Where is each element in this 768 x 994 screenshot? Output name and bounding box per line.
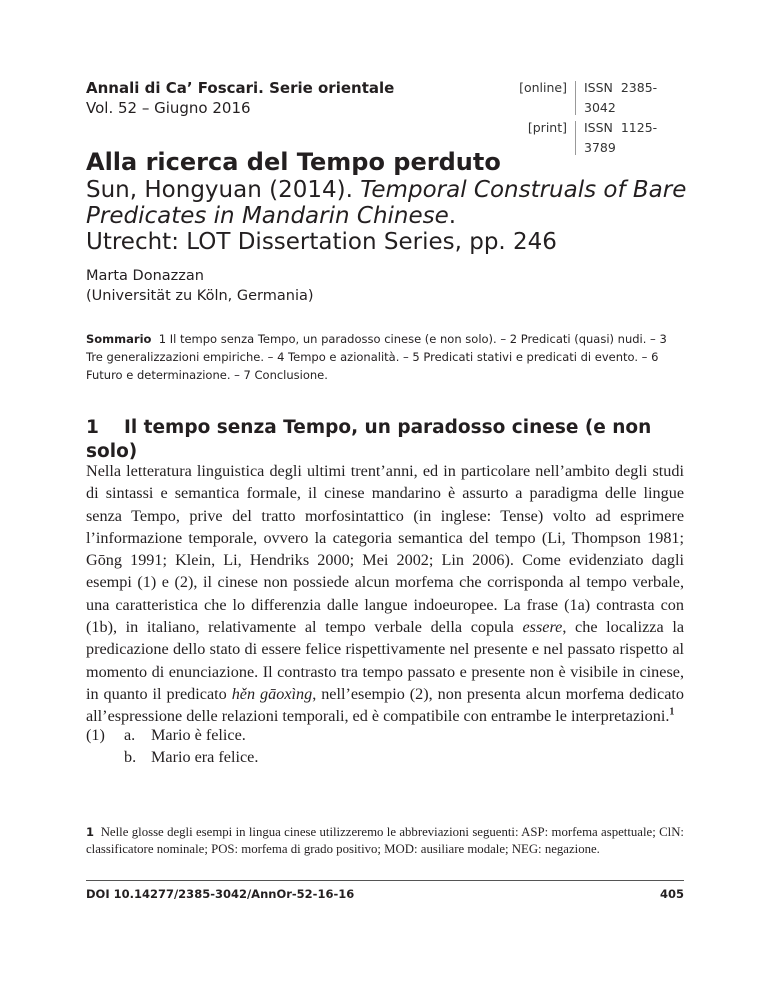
page-number: 405	[659, 887, 684, 901]
summary-label: Sommario	[86, 332, 152, 346]
summary-text: 1 Il tempo senza Tempo, un paradosso cinese (e non solo). – 2 Predicati (quasi) nudi. – 3 Tre generalizzazioni empiriche. – 4 Tempo e azionalità. – 5 Predicati stativi e predicati di evento. – 6 Futuro e determinazione. – 7 Conclusione.	[86, 332, 667, 382]
example-list	[86, 724, 258, 769]
doi[interactable]: DOI 10.14277/2385-3042/AnnOr-52-16-16	[86, 887, 355, 901]
page-footer	[86, 886, 684, 902]
example-item	[86, 724, 258, 746]
example-letter: b.	[124, 748, 137, 767]
example-number: (1)	[86, 726, 105, 744]
article-subtitle: Sun, Hongyuan (2014). Temporal Construals of Bare Predicates in Mandarin Chinese. Utrecht: LOT Dissertation Series, pp. 246	[86, 177, 687, 255]
divider	[575, 81, 576, 115]
author-block	[86, 266, 314, 306]
body-paragraph: Nella letteratura linguistica degli ultimi trent’anni, ed in particolare nell’ambito degli studi di sintassi e semantica formale, il cinese mandarino è assurto a paradigma delle lingue senza Tempo, prive del tratto morfosintattico (in inglese: Tense) volto ad esprimere l’informazione temporale, ovvero la categoria semantica del tempo (Li, Thompson 1981; Gōng 1991; Klein, Li, Hendriks 2000; Mei 2002; Lin 2006). Come evidenziato dagli esempi (1) e (2), il cinese non possiede alcun morfema che corrisponda al tempo verbale, una caratteristica che lo differenzia dalle langue indoeuropee. La frase (1a) contrasta con (1b), in italiano, relativamente al tempo verbale della copula essere, che localizza la predicazione dello stato di essere felice rispettivamente nel presente e nel passato rispetto al momento di enunciazione. Il contrasto tra tempo passato e presente non è visibile in cinese, in quanto il predicato hěn gāoxìng, nell’esempio (2), non presenta alcun morfema dedicato all’espressione delle relazioni temporali, ed è compatibile con entrambe le interpretazioni.$^1$	[86, 462, 685, 726]
example-letter: a.	[124, 726, 136, 744]
footer-divider	[86, 880, 684, 881]
issn-online	[509, 78, 684, 118]
issn-block	[509, 78, 684, 158]
journal-title: Annali di Ca’ Foscari. Serie orientale	[86, 79, 395, 97]
section-heading	[86, 416, 684, 464]
issn-kind: [print]	[527, 120, 567, 135]
author-affiliation: (Universität zu Köln, Germania)	[86, 288, 314, 304]
section-number: 1	[86, 417, 99, 438]
issn-number: ISSN 1125-3789	[584, 120, 658, 155]
section-title: Il tempo senza Tempo, un paradosso cinese (e non solo)	[86, 417, 652, 462]
author-name: Marta Donazzan	[86, 268, 204, 284]
example-item	[86, 746, 258, 768]
footnote	[86, 824, 684, 858]
abstract-summary	[86, 330, 684, 384]
article-title: Alla ricerca del Tempo perduto	[86, 148, 501, 176]
example-text: Mario è felice.	[151, 726, 246, 744]
issn-number: ISSN 2385-3042	[584, 80, 658, 115]
footnote-ref[interactable]: 1	[669, 706, 675, 718]
journal-volume: Vol. 52 – Giugno 2016	[86, 99, 251, 117]
issn-kind: [online]	[519, 80, 567, 95]
journal-header	[86, 78, 684, 155]
footnote-text: Nelle glosse degli esempi in lingua cinese utilizzeremo le abbreviazioni seguenti: ASP: morfema aspettuale; ClN: classificatore nominale; POS: morfema di grado positivo; MOD: ausiliare modale; NEG: negazione.	[86, 825, 684, 856]
article-title-block	[86, 148, 706, 255]
footnote-number: 1	[86, 825, 95, 839]
example-text: Mario era felice.	[151, 748, 259, 767]
